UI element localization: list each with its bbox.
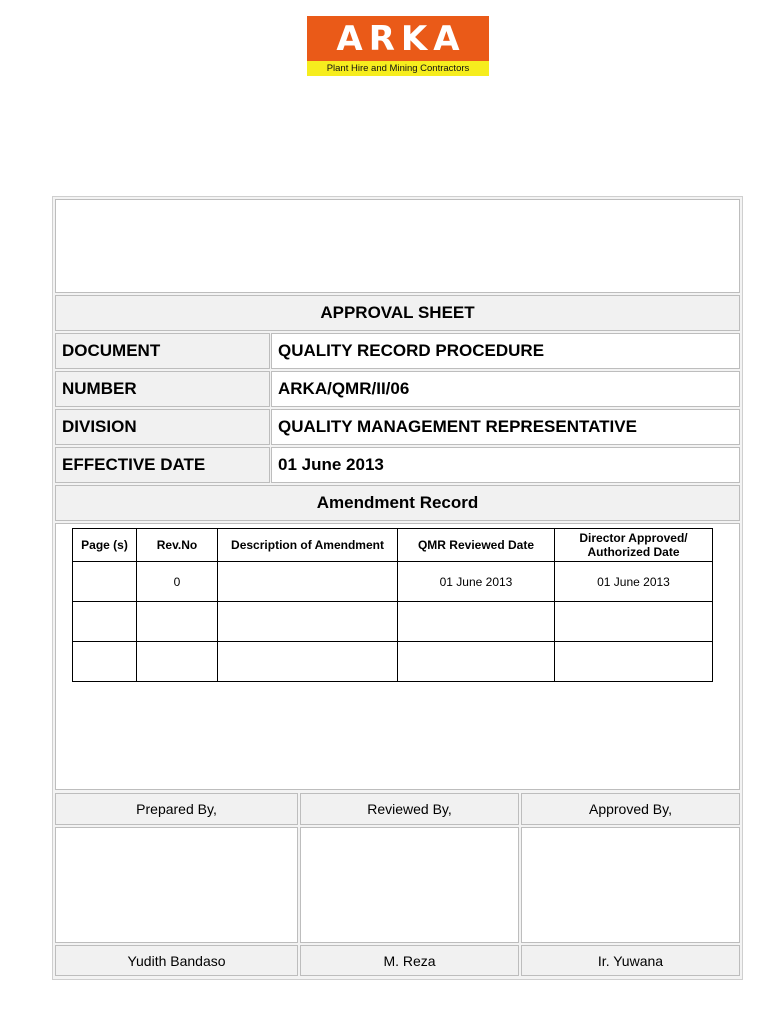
number-value: ARKA/QMR/II/06 xyxy=(271,371,740,407)
table-cell: 01 June 2013 xyxy=(398,562,555,602)
document-label: DOCUMENT xyxy=(55,333,270,369)
table-row xyxy=(73,642,713,682)
header-rev-no: Rev.No xyxy=(137,529,218,562)
division-label: DIVISION xyxy=(55,409,270,445)
header-description: Description of Amendment xyxy=(218,529,398,562)
prepared-by-label: Prepared By, xyxy=(55,793,298,825)
table-cell xyxy=(218,562,398,602)
amendment-table xyxy=(72,528,713,682)
number-label: NUMBER xyxy=(55,371,270,407)
table-cell xyxy=(398,642,555,682)
prepared-by-name: Yudith Bandaso xyxy=(55,945,298,976)
table-cell: 0 xyxy=(137,562,218,602)
logo-banner xyxy=(307,16,489,61)
table-cell xyxy=(218,642,398,682)
table-cell xyxy=(73,562,137,602)
amendment-record-title: Amendment Record xyxy=(55,485,740,521)
reviewed-by-signature-box xyxy=(300,827,519,943)
reviewed-by-name: M. Reza xyxy=(300,945,519,976)
table-cell xyxy=(137,642,218,682)
logo-tagline: Plant Hire and Mining Contractors xyxy=(326,63,470,74)
approved-by-signature-box xyxy=(521,827,740,943)
logo-wordmark: ARKA xyxy=(336,18,466,59)
document-value: QUALITY RECORD PROCEDURE xyxy=(271,333,740,369)
logo-tagline-strip xyxy=(307,61,489,76)
table-cell xyxy=(137,602,218,642)
effective-date-value: 01 June 2013 xyxy=(271,447,740,483)
division-value: QUALITY MANAGEMENT REPRESENTATIVE xyxy=(271,409,740,445)
blank-header-box xyxy=(55,199,740,293)
header-director-approved-date: Director Approved/ Authorized Date xyxy=(555,529,713,562)
table-cell xyxy=(398,602,555,642)
header-page: Page (s) xyxy=(73,529,137,562)
approval-sheet-title: APPROVAL SHEET xyxy=(55,295,740,331)
table-cell xyxy=(73,642,137,682)
approved-by-label: Approved By, xyxy=(521,793,740,825)
table-cell xyxy=(555,642,713,682)
company-logo xyxy=(307,16,489,76)
table-cell xyxy=(555,602,713,642)
reviewed-by-label: Reviewed By, xyxy=(300,793,519,825)
prepared-by-signature-box xyxy=(55,827,298,943)
table-row xyxy=(73,562,713,602)
table-cell: 01 June 2013 xyxy=(555,562,713,602)
table-cell xyxy=(73,602,137,642)
amendment-table-header-row xyxy=(73,529,713,562)
header-qmr-reviewed-date: QMR Reviewed Date xyxy=(398,529,555,562)
effective-date-label: EFFECTIVE DATE xyxy=(55,447,270,483)
table-row xyxy=(73,602,713,642)
approved-by-name: Ir. Yuwana xyxy=(521,945,740,976)
table-cell xyxy=(218,602,398,642)
